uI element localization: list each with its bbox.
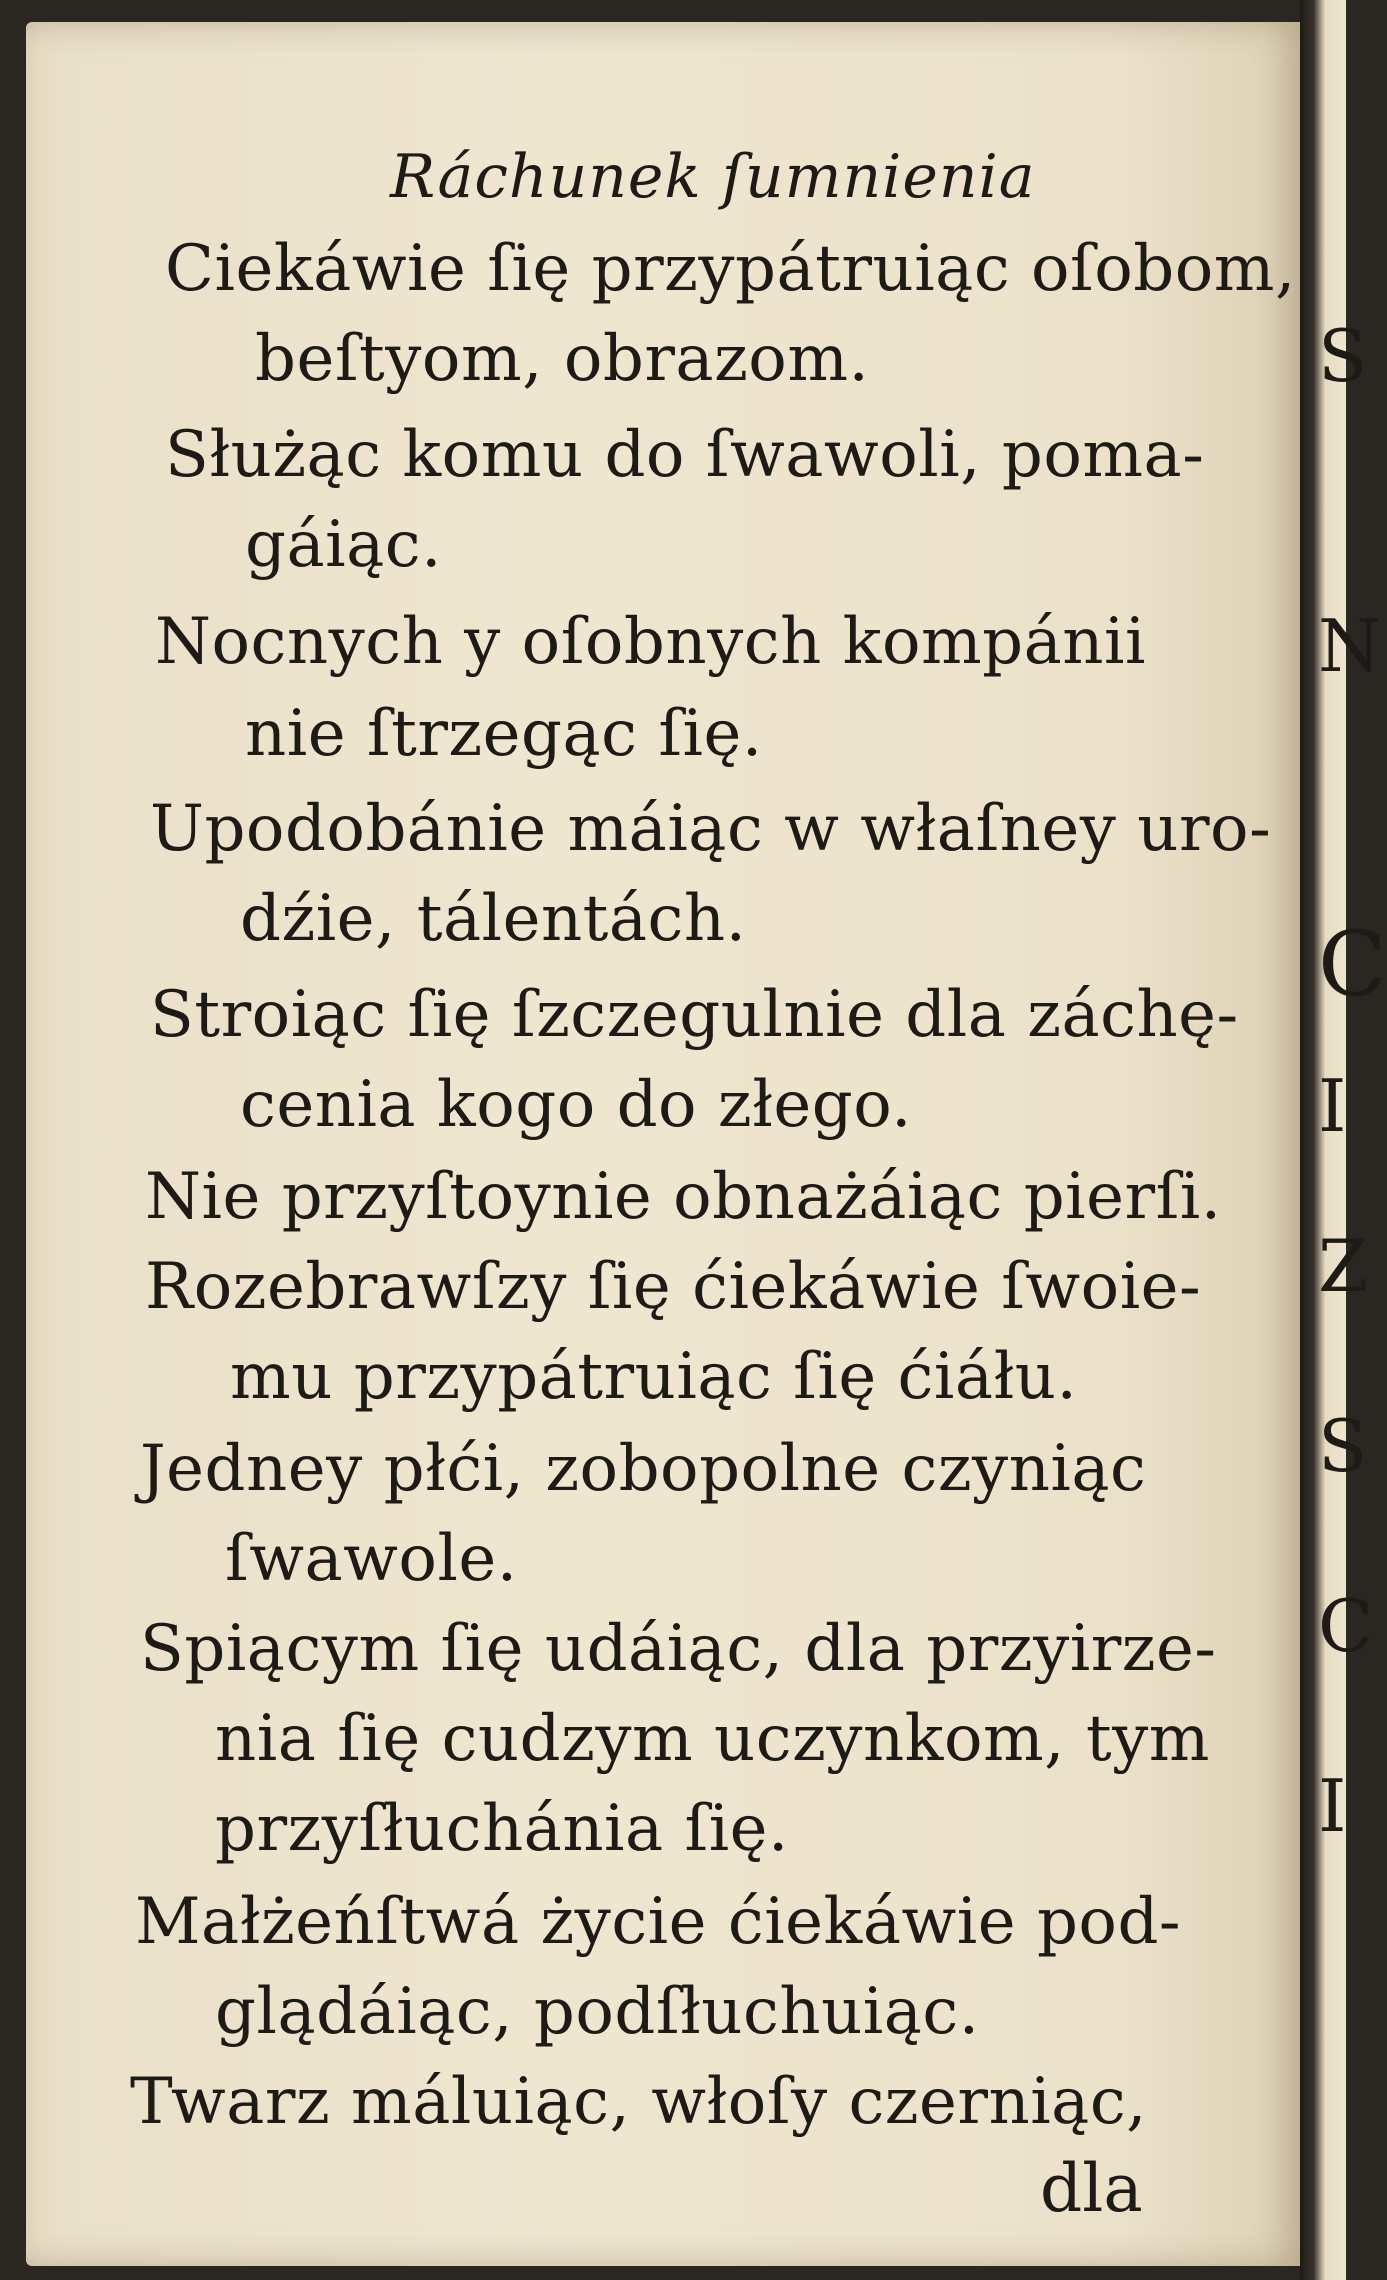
- facing-page-letter: I: [1318, 1764, 1347, 1848]
- text-line: cenia kogo do złego.: [240, 1068, 912, 1142]
- text-line: Upodobánie máiąc w właſney uro-: [150, 792, 1272, 866]
- text-line: Nie przyſtoynie obnażáiąc pierſi.: [145, 1160, 1222, 1234]
- running-header: Ráchunek ſumnienia: [390, 142, 1036, 212]
- text-line: nie ſtrzegąc ſię.: [245, 697, 763, 771]
- text-line: Jedney płći, zobopolne czyniąc: [140, 1432, 1147, 1506]
- text-line: ſwawole.: [225, 1522, 518, 1596]
- facing-page-letter: N: [1318, 604, 1381, 688]
- text-line: gáiąc.: [245, 508, 442, 582]
- text-line: Twarz máluiąc, włoſy czerniąc,: [130, 2065, 1147, 2139]
- text-line: Stroiąc ſię ſzczegulnie dla záchę-: [150, 978, 1239, 1052]
- facing-page-letter: Z: [1318, 1224, 1369, 1308]
- text-line: przyſłuchánia ſię.: [215, 1792, 789, 1866]
- facing-page-letter: C: [1318, 912, 1387, 1017]
- text-line: Spiącym ſię udáiąc, dla przyirze-: [140, 1612, 1217, 1686]
- text-line: Małżeńſtwá życie ćiekáwie pod-: [135, 1885, 1182, 1959]
- text-line: glądáiąc, podſłuchuiąc.: [215, 1975, 980, 2049]
- text-line: nia ſię cudzym uczynkom, tym: [215, 1702, 1210, 1776]
- facing-page-letter: S: [1318, 314, 1368, 398]
- text-line: dźie, tálentách.: [240, 882, 747, 956]
- text-line: beſtyom, obrazom.: [255, 322, 870, 396]
- text-line: Służąc komu do ſwawoli, poma-: [165, 418, 1205, 492]
- facing-page-letter: I: [1318, 1064, 1347, 1148]
- text-line: Ciekáwie ſię przypátruiąc oſobom,: [165, 232, 1296, 306]
- text-line: mu przypátruiąc ſię ćiáłu.: [230, 1340, 1078, 1414]
- facing-page-letter: S: [1318, 1404, 1368, 1488]
- catchword: dla: [1040, 2150, 1143, 2227]
- text-line: Nocnych y oſobnych kompánii: [155, 605, 1146, 679]
- text-line: Rozebrawſzy ſię ćiekáwie ſwoie-: [145, 1250, 1202, 1324]
- facing-page-letter: C: [1318, 1584, 1374, 1668]
